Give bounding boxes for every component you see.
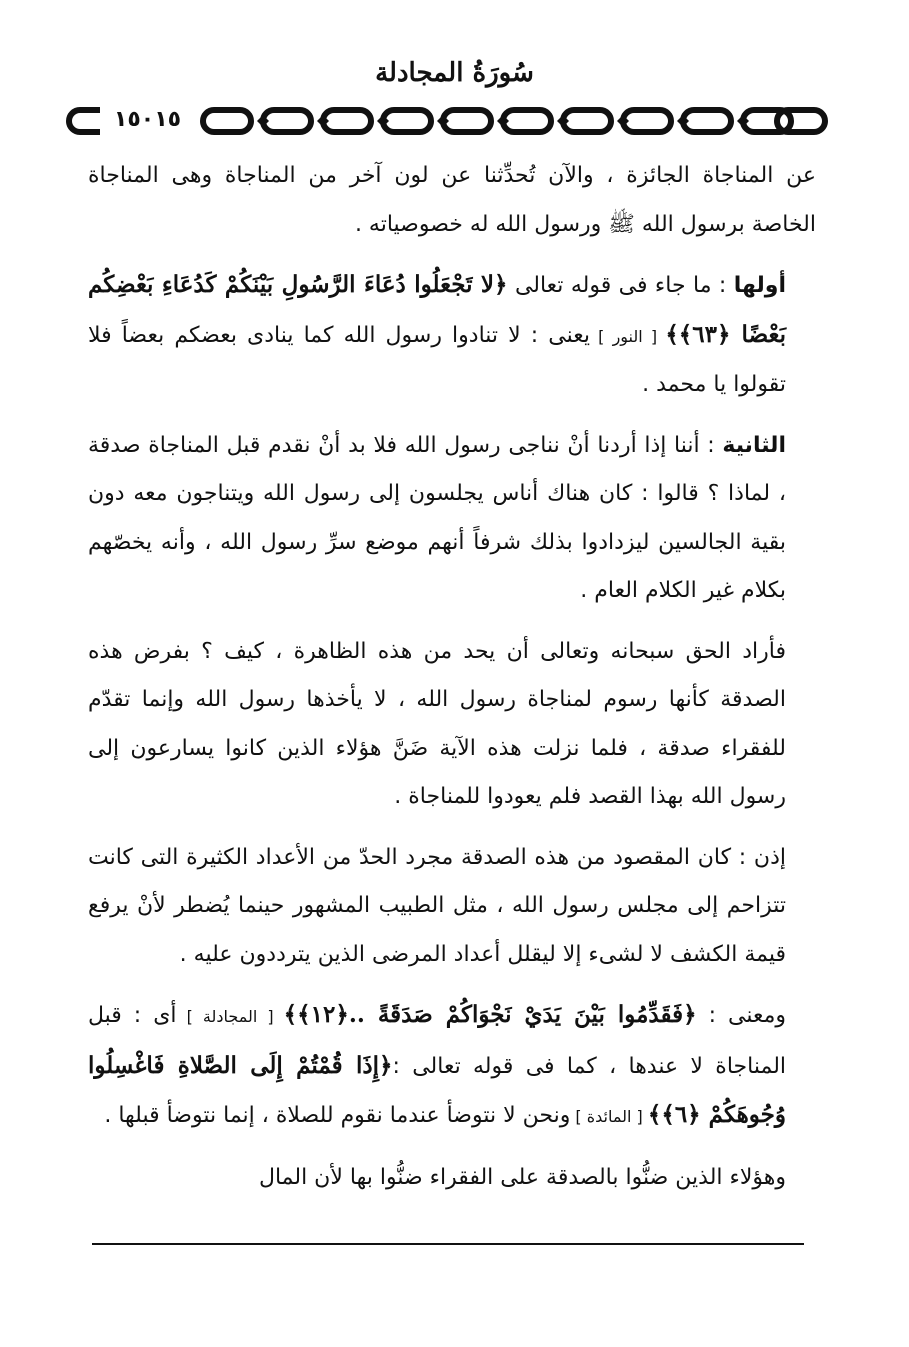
paragraph-text: : أننا إذا أردنا أنْ نناجى رسول الله فلا بد أنْ نقدم قبل المناجاة صدقة ، لماذا ؟ قالوا : كان هناك أناس يجلسون إلى رسول الله ويتناجون معه دون بقية الجالسين ليزدادوا بذلك شرفاً أنهم موضع سرِّ رسول الله ، وأنه يخصّهم بكلام غير الكلام العام .: [88, 432, 786, 603]
quran-verse: ﴿لا تَجْعَلُوا دُعَاءَ الرَّسُولِ بَيْنَكُمْ كَدُعَاءِ بَعْضِكُم بَعْضًا ﴿٦٣﴾﴾: [88, 271, 787, 348]
paragraph-lead: الثانية: [722, 432, 786, 458]
verse-reference: [ المائدة ]: [570, 1107, 648, 1126]
paragraph-2: [88, 261, 816, 410]
paragraph-text: وهؤلاء الذين ضنُّوا بالصدقة على الفقراء ضنُّوا بها لأن المال: [258, 1164, 786, 1190]
paragraph-3: [88, 422, 816, 616]
paragraph-lead: أولها: [733, 273, 787, 298]
paragraph-text: ومعنى :: [696, 1003, 786, 1028]
paragraph-text: ونحن لا نتوضأ عندما نقوم للصلاة ، إنما نتوضأ قبلها .: [104, 1103, 571, 1128]
paragraph-text: : ما جاء فى قوله تعالى: [507, 273, 734, 298]
paragraph-text: أى : قبل المناجاة لا عندها ، كما فى قوله تعالى :: [88, 1003, 787, 1079]
paragraph-text: عن المناجاة الجائزة ، والآن تُحدِّثنا عن لون آخر من المناجاة وهى المناجاة الخاصة برسول الله ﷺ ورسول الله له خصوصياته .: [88, 163, 816, 237]
footer-rule: [92, 1243, 804, 1245]
quran-verse: ﴿فَقَدِّمُوا بَيْنَ يَدَيْ نَجْوَاكُمْ صَدَقَةً ..﴿١٢﴾﴾: [283, 1001, 697, 1028]
page-number: ١٥٠١٥: [100, 104, 195, 136]
paragraph-4: [88, 628, 816, 822]
quran-verse: ﴿إِذَا قُمْتُمْ إِلَى الصَّلاةِ فَاغْسِلُوا وُجُوهَكُمْ ﴿٦﴾﴾: [88, 1051, 786, 1128]
paragraph-text: إذن : كان المقصود من هذه الصدقة مجرد الحدّ من الأعداد الكثيرة التى كانت تتزاحم إلى مجلس رسول الله ، مثل الطبيب المشهور حينما يُضطر لأنْ يرفع قيمة الكشف لا لشىء إلا ليقلل أعداد المرضى الذين يترددون عليه .: [88, 844, 786, 967]
paragraph-text: فأراد الحق سبحانه وتعالى أن يحد من هذه الظاهرة ، كيف ؟ بفرض هذه الصدقة كأنها رسوم لمناجاة رسول الله ، لا يأخذها رسول الله وإنما تقدّم للفقراء صدقة ، فلما نزلت هذه الآية ضَنَّ هؤلاء الذين كانوا يسارعون إلى رسول الله بهذا القصد فلم يعودوا للمناجاة .: [88, 638, 786, 809]
paragraph-6: [88, 991, 816, 1142]
body-text: [88, 152, 816, 1214]
paragraph-1: [88, 152, 816, 249]
paragraph-text: يعنى : لا تنادوا رسول الله كما ينادى بعضكم بعضاً فلا تقولوا يا محمد .: [88, 322, 786, 397]
verse-reference: [ المجادلة ]: [176, 1007, 284, 1026]
paragraph-5: [88, 834, 816, 980]
surah-title: سُورَةُ المجادلة: [375, 58, 534, 88]
paragraph-7: [88, 1154, 816, 1203]
verse-reference: [ النور ]: [589, 326, 666, 346]
